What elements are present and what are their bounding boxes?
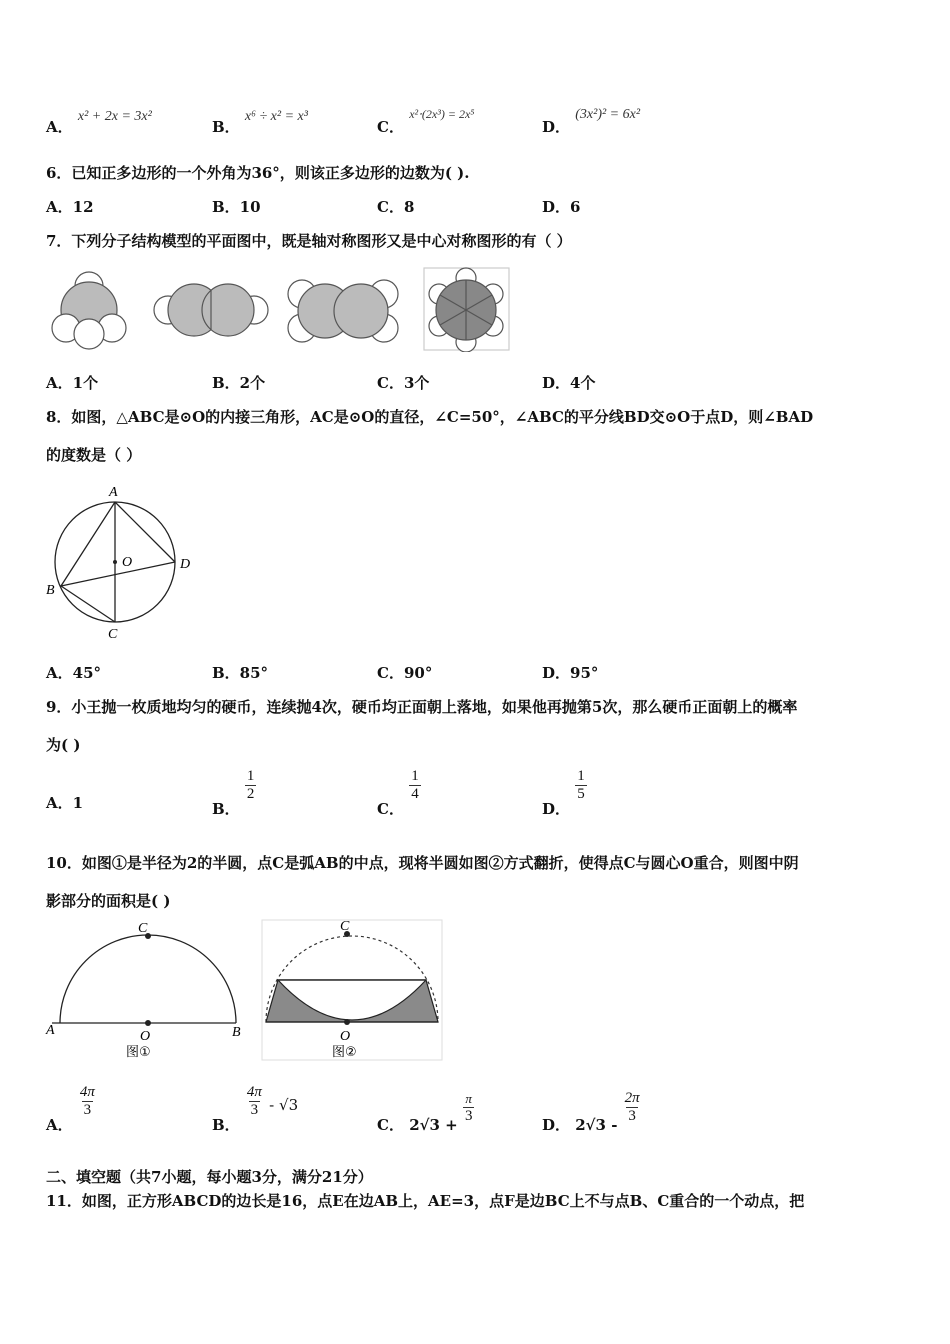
fraction-numerator: 1 bbox=[577, 768, 585, 784]
label-a: A bbox=[109, 485, 118, 500]
label-o: O bbox=[140, 1029, 151, 1044]
q9-option-a bbox=[46, 792, 83, 813]
figure-caption: 图② bbox=[332, 1045, 357, 1060]
molecule-4 bbox=[424, 268, 509, 352]
q6-option-b: B．10 bbox=[212, 198, 261, 216]
q8-stem-line1: 8．如图，△ABC是⊙O的内接三角形，AC是⊙O的直径，∠C=50°，∠ABC的平分线BD交⊙O于点D，则∠BAD bbox=[46, 408, 814, 426]
q6-option-a: A．12 bbox=[46, 198, 94, 216]
q7-option-a: A．1个 bbox=[46, 374, 99, 392]
q10-figure-1 bbox=[42, 918, 252, 1066]
q7-option-c: C．3个 bbox=[377, 374, 430, 392]
q10-figure-2 bbox=[260, 918, 450, 1066]
q5-option-b bbox=[212, 109, 308, 137]
option-letter: A． bbox=[46, 118, 73, 136]
figure-caption: 图① bbox=[126, 1045, 151, 1060]
section-title: 二、填空题（共7小题，每小题3分，满分21分） bbox=[46, 1168, 373, 1186]
q10-option-a bbox=[46, 1084, 97, 1134]
option-value: 1 bbox=[72, 794, 84, 812]
fraction-numerator: 1 bbox=[246, 768, 255, 784]
option-expr: x² + 2x = 3x² bbox=[77, 109, 152, 124]
option-letter: D． bbox=[542, 799, 571, 818]
option-letter: A． bbox=[46, 1115, 73, 1134]
q8-option-a: A．45° bbox=[46, 664, 102, 682]
q5-option-d bbox=[542, 107, 641, 137]
fraction-denominator: 4 bbox=[411, 786, 419, 802]
option-letter: C． bbox=[377, 1115, 404, 1134]
q6-option-c: C．8 bbox=[377, 198, 415, 216]
option-letter: B． bbox=[212, 118, 240, 136]
label-a: A bbox=[46, 1023, 55, 1038]
q8-option-b: B．85° bbox=[212, 664, 269, 682]
fraction-numerator: 2π bbox=[624, 1090, 640, 1106]
option-expr: x²⋅(2x³) = 2x⁵ bbox=[409, 107, 475, 121]
q10-option-c bbox=[377, 1084, 474, 1134]
molecule-1 bbox=[52, 272, 126, 349]
option-letter: D． bbox=[542, 118, 571, 136]
q6-option-d: D．6 bbox=[542, 198, 581, 216]
label-c: C bbox=[108, 627, 118, 642]
fraction-numerator: π bbox=[465, 1091, 472, 1106]
fraction-numerator: 1 bbox=[411, 768, 419, 784]
molecule-figures bbox=[44, 266, 514, 352]
q10-option-b bbox=[212, 1084, 299, 1134]
option-letter: B． bbox=[212, 1115, 240, 1134]
option-prefix: 2√3 - bbox=[575, 1115, 623, 1134]
option-prefix: 2√3 + bbox=[409, 1115, 463, 1134]
option-expr: (3x²)² = 6x² bbox=[575, 107, 641, 122]
option-letter: C． bbox=[377, 118, 404, 136]
label-d: D bbox=[180, 557, 191, 572]
option-expr: x⁶ ÷ x² = x³ bbox=[244, 109, 308, 124]
q9-option-b bbox=[212, 768, 256, 818]
label-b: B bbox=[232, 1025, 241, 1040]
q7-stem: 7．下列分子结构模型的平面图中，既是轴对称图形又是中心对称图形的有（ ） bbox=[46, 232, 572, 250]
fraction-denominator: 3 bbox=[83, 1102, 92, 1118]
q7-option-d: D．4个 bbox=[542, 374, 596, 392]
q10-option-d bbox=[542, 1084, 642, 1134]
option-letter: C． bbox=[377, 799, 404, 818]
q9-option-d bbox=[542, 768, 587, 818]
option-letter: D． bbox=[542, 1115, 571, 1134]
label-c: C bbox=[138, 921, 148, 936]
option-letter: B． bbox=[212, 799, 240, 818]
label-c: C bbox=[340, 919, 350, 934]
q6-stem: 6．已知正多边形的一个外角为36°，则该正多边形的边数为( ). bbox=[46, 164, 470, 182]
label-o: O bbox=[340, 1029, 351, 1044]
fraction-numerator: 4π bbox=[246, 1084, 262, 1100]
q8-circle-figure bbox=[40, 480, 210, 645]
q9-stem-line1: 9．小王抛一枚质地均匀的硬币，连续抛4次，硬币均正面朝上落地，如果他再抛第5次，那么硬币正面朝上的概率 bbox=[46, 698, 798, 716]
molecule-3 bbox=[288, 280, 398, 342]
q9-option-c bbox=[377, 768, 421, 818]
fraction-denominator: 5 bbox=[577, 786, 585, 802]
fraction-denominator: 3 bbox=[628, 1108, 636, 1124]
q5-option-a bbox=[46, 109, 152, 137]
fraction-denominator: 3 bbox=[464, 1108, 473, 1124]
q11-stem: 11．如图，正方形ABCD的边长是16，点E在边AB上，AE=3，点F是边BC上不与点B、C重合的一个动点，把 bbox=[46, 1192, 805, 1210]
q7-option-b: B．2个 bbox=[212, 374, 266, 392]
option-rest: - √3 bbox=[269, 1095, 299, 1114]
q10-stem-line1: 10．如图①是半径为2的半圆，点C是弧AB的中点，现将半圆如图②方式翻折，使得点C与圆心O重合，则图中阴 bbox=[46, 854, 799, 872]
label-b: B bbox=[46, 583, 55, 598]
molecule-2 bbox=[154, 284, 268, 336]
q10-stem-line2: 影部分的面积是( ) bbox=[46, 892, 171, 910]
option-letter: A． bbox=[46, 794, 73, 812]
q8-option-c: C．90° bbox=[377, 664, 433, 682]
fraction-denominator: 2 bbox=[246, 786, 255, 802]
q8-stem-line2: 的度数是（ ） bbox=[46, 446, 142, 464]
q9-stem-line2: 为( ) bbox=[46, 736, 81, 754]
q8-option-d: D．95° bbox=[542, 664, 599, 682]
fraction-denominator: 3 bbox=[250, 1102, 259, 1118]
label-o: O bbox=[122, 555, 133, 570]
fraction-numerator: 4π bbox=[79, 1084, 95, 1100]
